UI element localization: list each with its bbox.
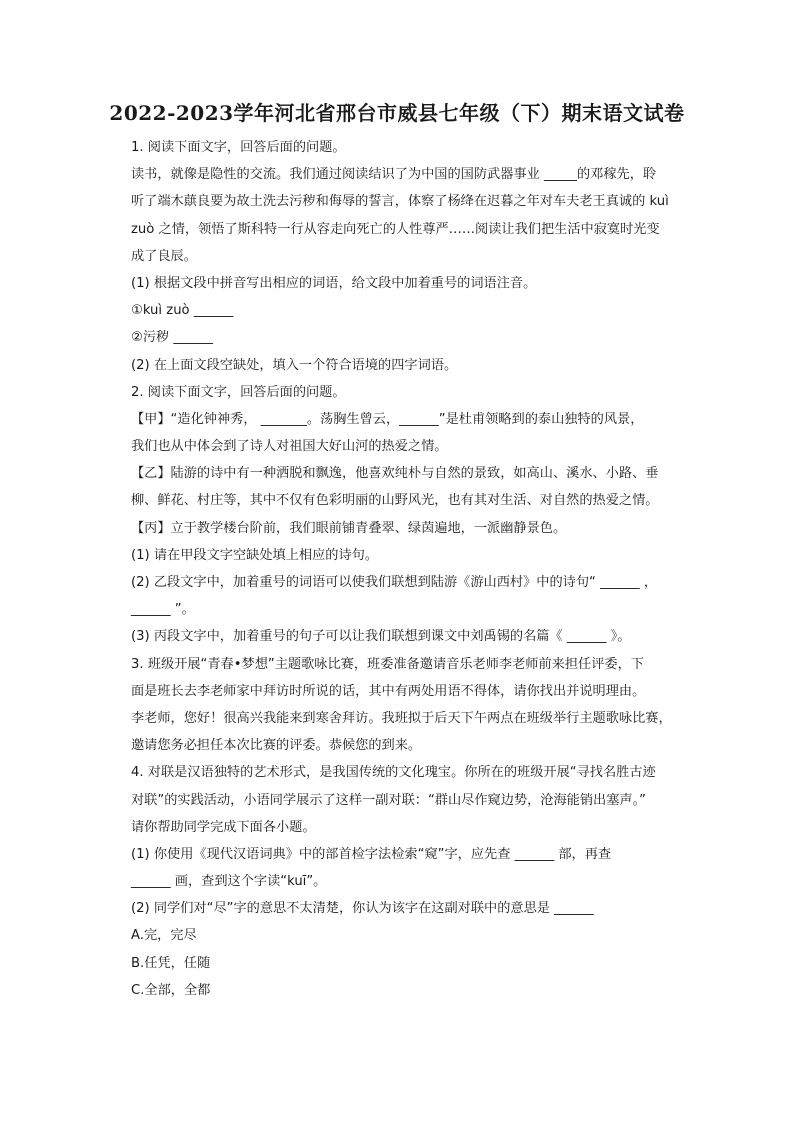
text-line: 成了良辰。 [131,248,197,264]
text-line: ______ 画，查到这个字读“kuī”。 [131,874,327,890]
text-line: (1) 你使用《现代汉语词典》中的部首检字法检索“窥”字，应先查 ______ 部，再查 [131,846,612,862]
text-line: 对联”的实践活动，小语同学展示了这样一副对联：“群山尽作窥边势，沧海能销出塞声。” [131,792,647,808]
text-line: A.完，完尽 [131,928,197,944]
text-line: B.任凭，任随 [131,955,211,971]
text-line: 2. 阅读下面文字，回答后面的问题。 [131,384,346,400]
text-line: 【丙】立于教学楼台阶前，我们眼前铺青叠翠、绿茵遍地，一派幽静景色。 [131,520,567,536]
page-title: 2022-2023学年河北省邢台市威县七年级（下）期末语文试卷 [109,101,685,125]
document-body [131,134,691,1004]
text-line: 4. 对联是汉语独特的艺术形式，是我国传统的文化瑰宝。你所在的班级开展“寻找名胜古迹 [131,765,656,781]
text-line: 【甲】“造化钟神秀， _______。荡胸生曾云，______”是杜甫领略到的泰山独特的风景， [131,411,644,427]
text-line: ______ ”。 [131,602,195,618]
text-line: (3) 丙段文字中，加着重号的句子可以让我们联想到课文中刘禹锡的名篇《 ______ 》。 [131,629,631,645]
text-line: 面是班长去李老师家中拜访时所说的话，其中有两处用语不得体，请你找出并说明理由。 [131,683,646,699]
text-line: (2) 乙段文字中，加着重号的词语可以使我们联想到陆游《游山西村》中的诗句“ ______ ， [131,575,658,590]
text-line: 请你帮助同学完成下面各小题。 [131,819,316,835]
text-line: 柳、鲜花、村庄等，其中不仅有色彩明丽的山野风光，也有其对生活、对自然的热爱之情。 [131,493,659,509]
text-line: (1) 请在甲段文字空缺处填上相应的诗句。 [131,547,379,563]
text-line: 听了端木蕻良要为故土洗去污秽和侮辱的誓言，体察了杨绛在迟暮之年对车夫老王真诚的 kuì [131,194,669,210]
text-line: 读书，就像是隐性的交流。我们通过阅读结识了为中国的国防武器事业 _____的邓稼先，聆 [131,167,657,183]
text-line: 邀请您务必担任本次比赛的评委。恭候您的到来。 [131,738,422,754]
text-line: ①kuì zuò ______ [131,303,234,319]
text-line: 【乙】陆游的诗中有一种洒脱和飘逸，他喜欢纯朴与自然的景致，如高山、溪水、小路、垂 [131,466,659,482]
text-line: (2) 同学们对“尽”字的意思不太清楚，你认为该字在这副对联中的意思是 ______ [131,901,594,917]
text-line: (2) 在上面文段空缺处，填入一个符合语境的四字词语。 [131,357,458,373]
text-line: 3. 班级开展“青春•梦想”主题歌咏比赛，班委准备邀请音乐老师李老师前来担任评委，下 [131,656,644,672]
text-line: 李老师，您好！很高兴我能来到寒舍拜访。我班拟于后天下午两点在班级举行主题歌咏比赛， [131,710,672,726]
text-line: 1. 阅读下面文字，回答后面的问题。 [131,140,346,155]
text-line: 我们也从中体会到了诗人对祖国大好山河的热爱之情。 [131,439,448,455]
text-line: C.全部，全都 [131,982,211,998]
text-line: zuò 之情，领悟了斯科特一行从容走向死亡的人性尊严……阅读让我们把生活中寂寞时光变 [131,221,660,237]
text-line: (1) 根据文段中拼音写出相应的词语，给文段中加着重号的词语注音。 [131,275,537,291]
text-line: ②污秽 ______ [131,330,213,346]
